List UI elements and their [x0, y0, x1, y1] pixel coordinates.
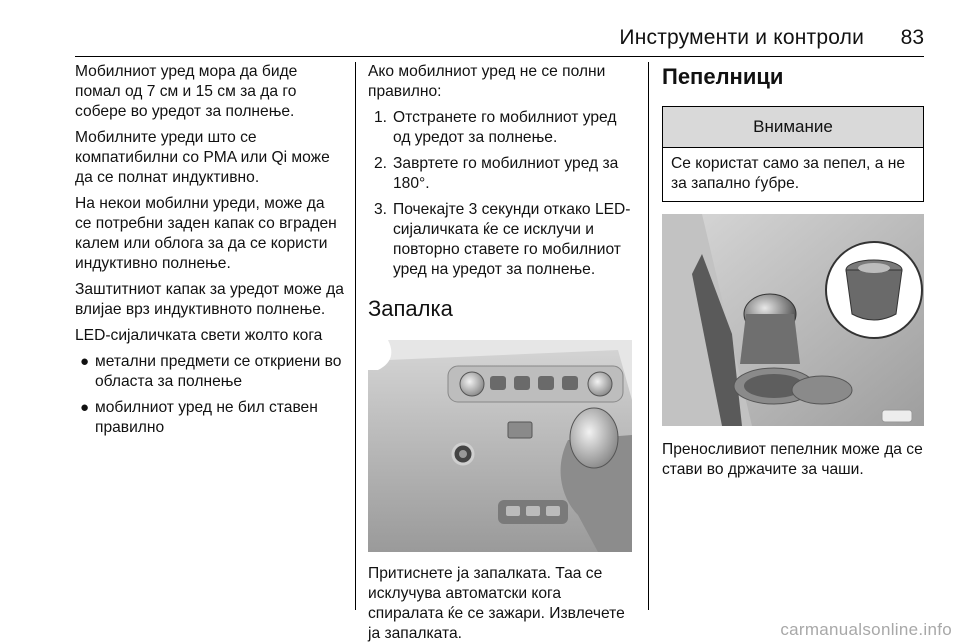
column-divider	[648, 62, 649, 610]
bullet-list	[75, 352, 345, 438]
numbered-list	[374, 108, 634, 280]
watermark: carmanualsonline.info	[780, 620, 952, 639]
list-item-text: мобилниот уред не бил ставен правилно	[95, 399, 318, 436]
column-2	[368, 62, 634, 642]
column-divider	[355, 62, 356, 610]
warning-title: Внимание	[663, 107, 923, 148]
column-1	[75, 62, 345, 444]
page-number: 83	[900, 26, 924, 49]
paragraph: Ако мобилниот уред не се полни правилно:	[368, 63, 606, 100]
step-text: Отстранете го мобилниот уред од уредот за полнење.	[393, 109, 617, 146]
list-item-text: метални предмети се откриени во областа за полнење	[95, 353, 342, 390]
paragraph: LED-сијаличката свети жолто кога	[75, 327, 323, 344]
list-item	[75, 352, 345, 392]
list-item	[374, 200, 634, 280]
step-number: 2.	[374, 155, 388, 172]
header-divider	[75, 56, 924, 57]
page-header	[75, 26, 924, 56]
step-text: Завртете го мобилниот уред за 180°.	[393, 155, 619, 192]
paragraph: Заштитниот капак за уредот може да влијае врз индуктивното полнење.	[75, 281, 344, 318]
cigarette-lighter-photo	[368, 340, 632, 552]
step-number: 1.	[374, 109, 388, 126]
section-heading: Запалка	[368, 296, 453, 321]
list-item	[374, 154, 634, 194]
paragraph: На некои мобилни уреди, може да се потребни заден капак со вграден калем или облога за да се користи индуктивно полнење.	[75, 195, 337, 272]
section-heading: Пепелници	[662, 64, 784, 89]
list-item	[374, 108, 634, 148]
ashtray-photo	[662, 214, 924, 426]
step-number: 3.	[374, 201, 388, 218]
paragraph: Мобилниот уред мора да биде помал од 7 см и 15 см за да го собере во уредот за полнење.	[75, 63, 298, 120]
chapter-title: Инструменти и контроли	[619, 26, 864, 49]
warning-box	[662, 106, 924, 202]
bullet-icon: ●	[80, 399, 90, 416]
paragraph: Мобилните уреди што се компатибилни со PMA или Qi може да се полнат индуктивно.	[75, 129, 330, 186]
caption: Притиснете ја запалката. Таа се исклучува автоматски кога спиралата ќе се зажари. Извлечете ја запалката.	[368, 565, 625, 642]
warning-text: Се користат само за пепел, а не за запално ѓубре.	[671, 155, 906, 192]
list-item	[75, 398, 345, 438]
column-3	[662, 62, 924, 486]
step-text: Почекајте 3 секунди откако LED-сијаличката ќе се исклучи и повторно ставете го мобилниот уред на уредот за полнење.	[393, 201, 631, 278]
bullet-icon: ●	[80, 353, 90, 370]
caption: Преносливиот пепелник може да се стави во држачите за чаши.	[662, 441, 923, 478]
